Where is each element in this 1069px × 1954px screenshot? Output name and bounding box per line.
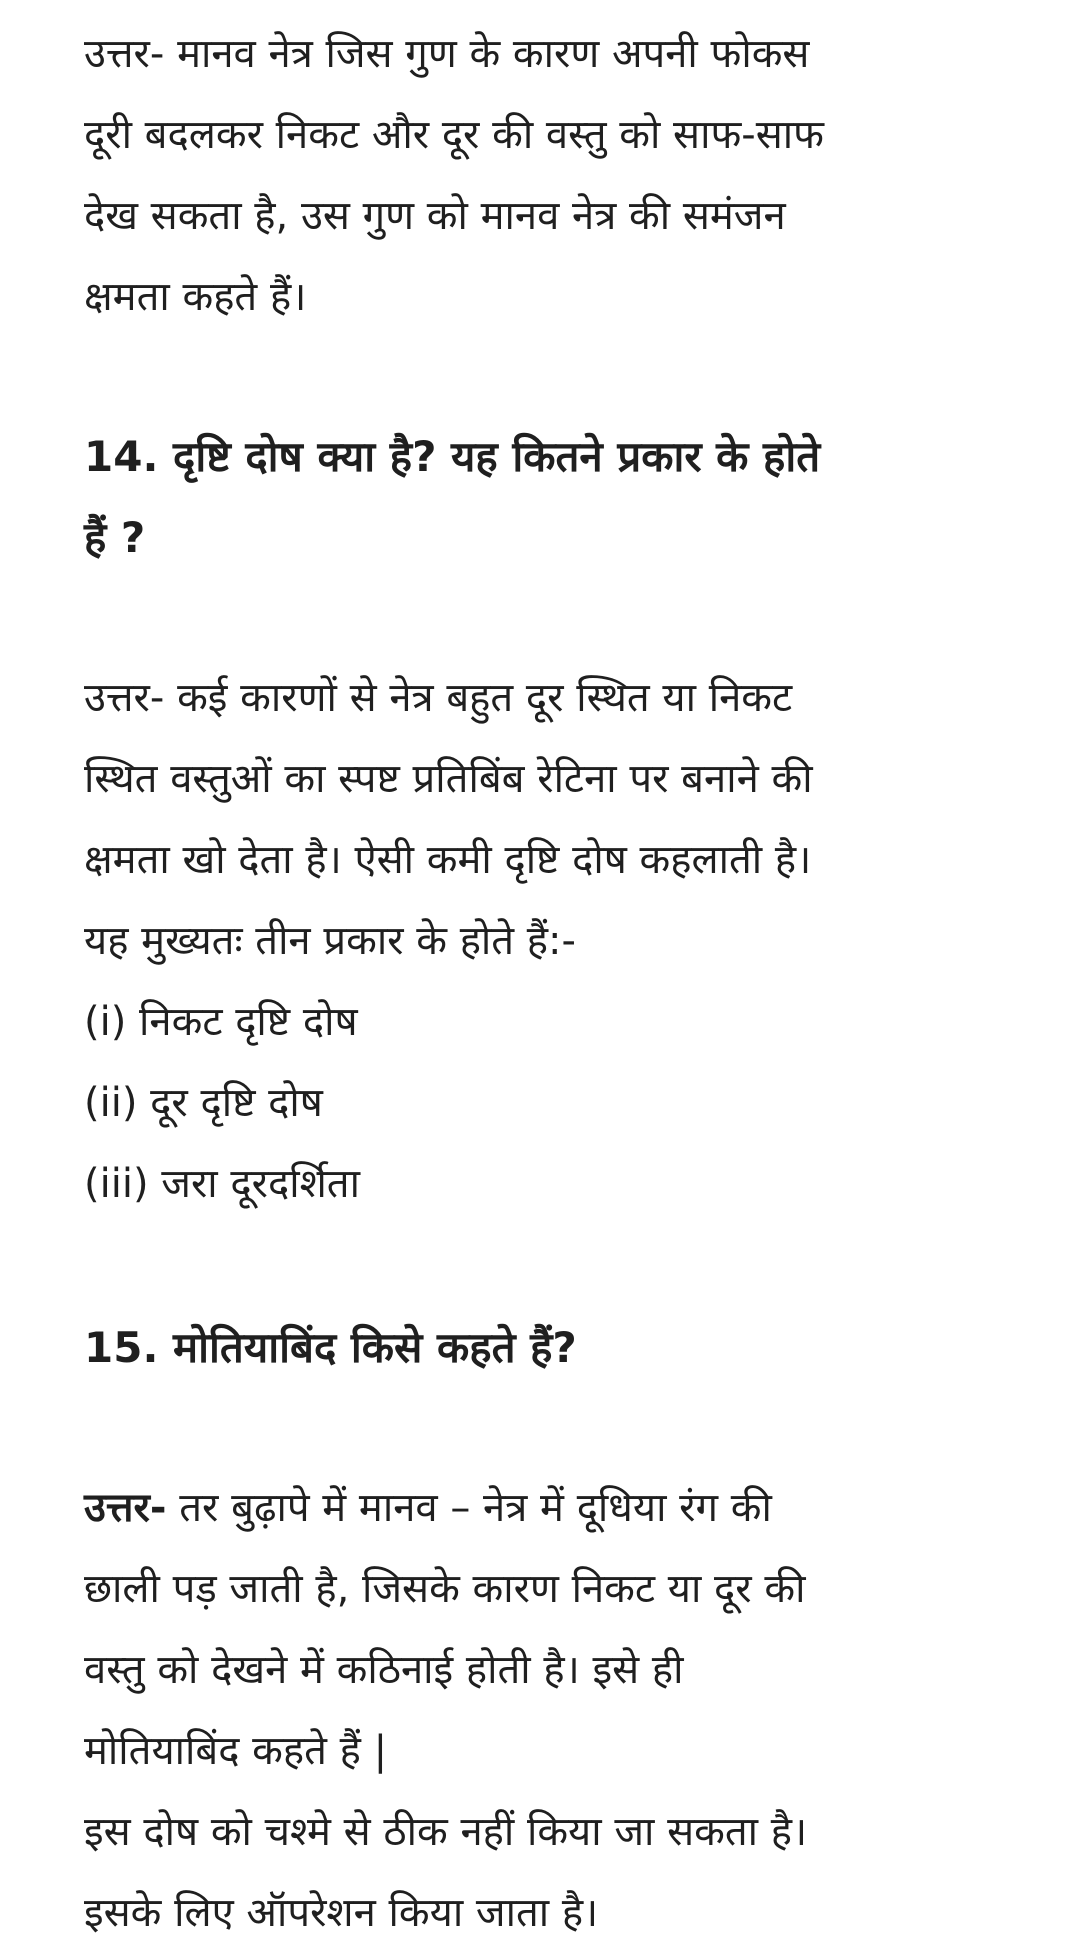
answer-15-line (84, 1468, 1044, 1549)
answer-13-line: उत्तर- मानव नेत्र जिस गुण के कारण अपनी फोकस (84, 31, 810, 77)
answer-15-line: मोतियाबिंद कहते हैं | (84, 1728, 388, 1774)
list-item: (i) निकट दृष्टि दोष (84, 999, 358, 1045)
answer-label: उत्तर- (84, 1485, 167, 1531)
spacer (84, 1225, 1044, 1307)
spacer (84, 1388, 1044, 1468)
list-item: (ii) दूर दृष्टि दोष (84, 1080, 323, 1126)
question-15 (84, 1307, 1044, 1388)
answer-14-line: उत्तर- कई कारणों से नेत्र बहुत दूर स्थित या निकट (84, 675, 793, 721)
question-14 (84, 416, 1044, 578)
answer-14-line: यह मुख्यतः तीन प्रकार के होते हैं:- (84, 918, 576, 964)
question-14-text: दृष्टि दोष क्या है? यह कितने प्रकार के होते (173, 432, 821, 481)
answer-15-line: इस दोष को चश्मे से ठीक नहीं किया जा सकता है। (84, 1809, 808, 1855)
answer-13-line: दूरी बदलकर निकट और दूर की वस्तु को साफ-साफ (84, 112, 824, 158)
answer-15-text: तर बुढ़ापे में मानव – नेत्र में दूधिया रंग की (166, 1485, 772, 1531)
spacer (84, 338, 1044, 416)
answer-13 (84, 14, 1044, 338)
answer-14 (84, 658, 1044, 1225)
question-15-line (84, 1307, 1044, 1388)
question-14-number: 14. (84, 432, 159, 481)
answer-15 (84, 1468, 1044, 1954)
list-item: (iii) जरा दूरदर्शिता (84, 1161, 360, 1207)
article-body (84, 14, 1044, 1954)
answer-15-line: छाली पड़ जाती है, जिसके कारण निकट या दूर की (84, 1566, 806, 1612)
question-14-line: हैं ? (84, 513, 146, 562)
answer-15-line: इसके लिए ऑपरेशन किया जाता है। (84, 1890, 599, 1936)
spacer (84, 578, 1044, 658)
answer-14-line: स्थित वस्तुओं का स्पष्ट प्रतिबिंब रेटिना पर बनाने की (84, 756, 813, 802)
answer-13-line: क्षमता कहते हैं। (84, 274, 307, 320)
question-14-line (84, 416, 1044, 497)
answer-14-line: क्षमता खो देता है। ऐसी कमी दृष्टि दोष कहलाती है। (84, 837, 812, 883)
answer-15-line: वस्तु को देखने में कठिनाई होती है। इसे ही (84, 1647, 684, 1693)
question-15-number: 15. (84, 1323, 159, 1372)
answer-13-line: देख सकता है, उस गुण को मानव नेत्र की समंजन (84, 193, 786, 239)
question-15-text: मोतियाबिंद किसे कहते हैं? (173, 1323, 577, 1372)
